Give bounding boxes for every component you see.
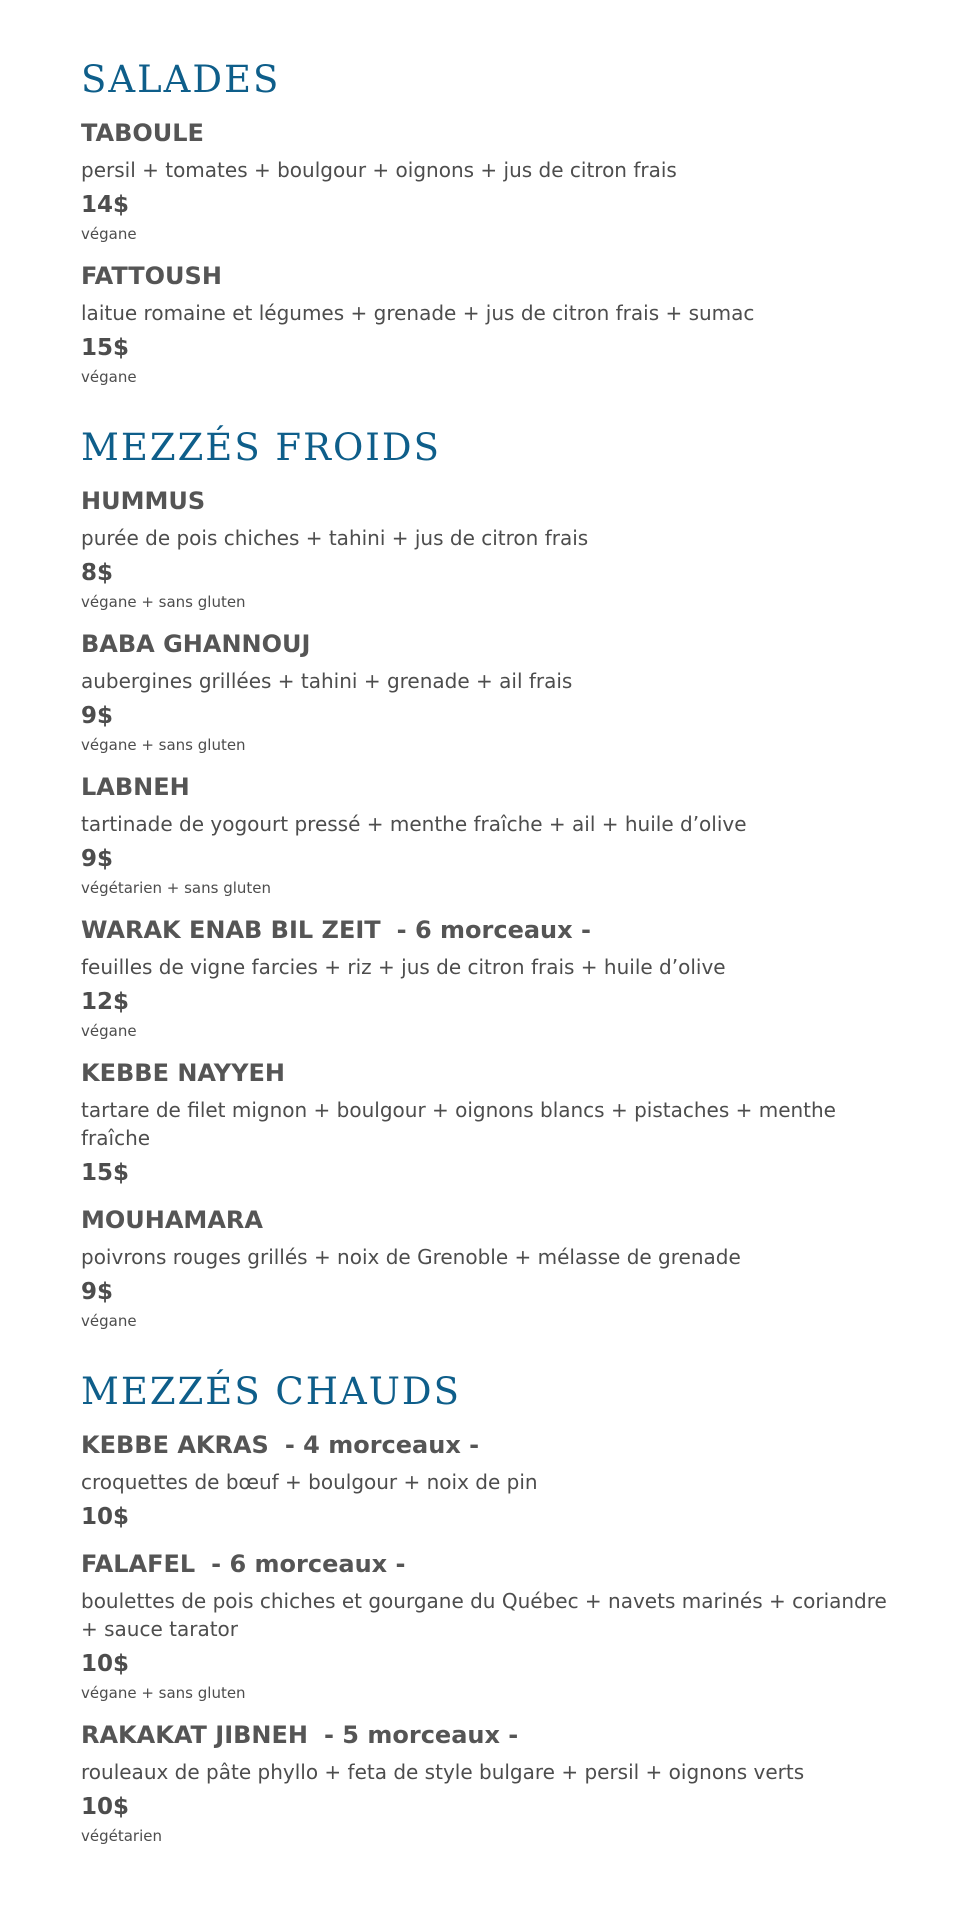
item-price: 9$ [81,1279,114,1305]
item-price: 8$ [81,560,114,586]
section-title: MEZZÉS FROIDS [81,426,441,469]
item-price: 10$ [81,1651,130,1677]
menu-item-taboule [81,118,900,244]
item-name-row [81,772,900,802]
item-price: 10$ [81,1794,130,1820]
item-description: feuilles de vigne farcies + riz + jus de citron frais + huile d’olive [81,955,726,979]
item-diet-tags: végane [81,1312,137,1330]
item-name-row [81,1058,900,1088]
item-quantity: - 6 morceaux - [396,916,591,944]
item-description: tartinade de yogourt pressé + menthe fraîche + ail + huile d’olive [81,812,747,836]
section-title: MEZZÉS CHAUDS [81,1370,461,1413]
item-diet-tags: végétarien + sans gluten [81,879,272,897]
item-name-row [81,1430,900,1460]
item-name-row [81,486,900,516]
item-price: 10$ [81,1504,130,1530]
item-price: 14$ [81,192,130,218]
item-diet-tags: végétarien [81,1827,162,1845]
item-name-row [81,915,900,945]
item-description: purée de pois chiches + tahini + jus de citron frais [81,526,589,550]
item-name: WARAK ENAB BIL ZEIT [81,916,381,944]
section-mezzes-froids [81,424,900,1331]
section-salades [81,56,900,387]
item-name: FATTOUSH [81,262,222,290]
item-name-row [81,629,900,659]
item-name-row [81,1205,900,1235]
item-name: MOUHAMARA [81,1206,263,1234]
item-name-row [81,118,900,148]
item-description: laitue romaine et légumes + grenade + jus de citron frais + sumac [81,301,755,325]
menu-item-fattoush [81,261,900,387]
item-name: LABNEH [81,773,190,801]
item-quantity: - 5 morceaux - [323,1721,519,1749]
menu-item-hummus [81,486,900,612]
item-price: 12$ [81,989,130,1015]
menu-item-baba-ghannouj [81,629,900,755]
item-name-row [81,261,900,291]
item-quantity: - 6 morceaux - [211,1550,406,1578]
item-price: 15$ [81,335,130,361]
item-price: 9$ [81,703,114,729]
item-diet-tags: végane [81,225,137,243]
item-name: FALAFEL [81,1550,196,1578]
item-description: tartare de filet mignon + boulgour + oignons blancs + pistaches + menthe fraîche [81,1098,836,1150]
menu-item-rakakat-jibneh [81,1720,900,1846]
item-diet-tags: végane + sans gluten [81,736,246,754]
item-name: BABA GHANNOUJ [81,630,311,658]
item-name-row [81,1549,900,1579]
menu-item-mouhamara [81,1205,900,1331]
item-description: poivrons rouges grillés + noix de Grenoble + mélasse de grenade [81,1245,741,1269]
item-description: aubergines grillées + tahini + grenade + ail frais [81,669,573,693]
item-name-row [81,1720,900,1750]
item-diet-tags: végane + sans gluten [81,1684,246,1702]
menu-item-kebbe-nayyeh [81,1058,900,1188]
item-name: TABOULE [81,119,204,147]
item-description: rouleaux de pâte phyllo + feta de style bulgare + persil + oignons verts [81,1760,805,1784]
menu-item-kebbe-akras [81,1430,900,1532]
section-title: SALADES [81,58,281,101]
item-description: croquettes de bœuf + boulgour + noix de pin [81,1470,538,1494]
menu-item-warak-enab [81,915,900,1041]
section-mezzes-chauds [81,1368,900,1846]
item-description: boulettes de pois chiches et gourgane du Québec + navets marinés + coriandre + sauce tarator [81,1589,887,1641]
item-diet-tags: végane [81,368,137,386]
item-quantity: - 4 morceaux - [284,1431,480,1459]
item-name: RAKAKAT JIBNEH [81,1721,308,1749]
item-name: KEBBE NAYYEH [81,1059,285,1087]
item-name: HUMMUS [81,487,206,515]
item-price: 15$ [81,1160,130,1186]
item-price: 9$ [81,846,114,872]
item-description: persil + tomates + boulgour + oignons + jus de citron frais [81,158,677,182]
menu-item-falafel [81,1549,900,1703]
item-name: KEBBE AKRAS [81,1431,269,1459]
item-diet-tags: végane + sans gluten [81,593,246,611]
menu-item-labneh [81,772,900,898]
item-diet-tags: végane [81,1022,137,1040]
